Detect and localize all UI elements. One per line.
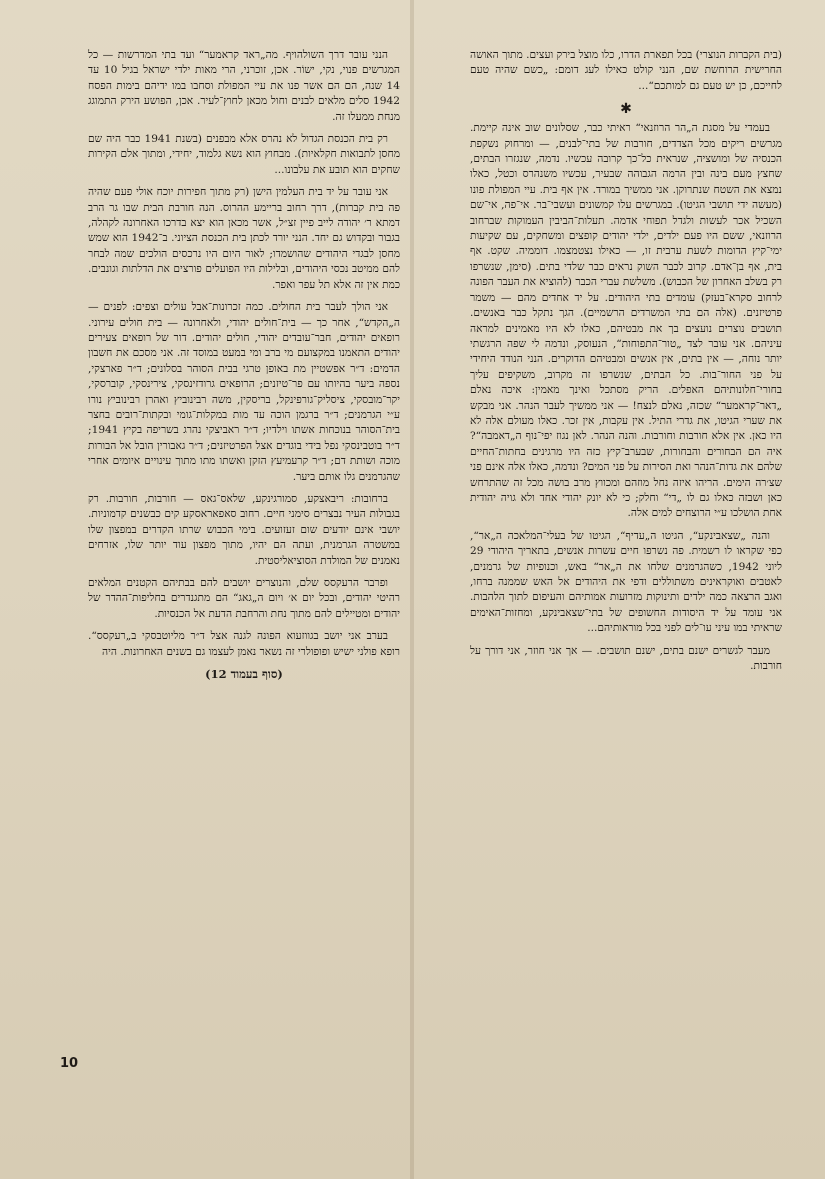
paragraph: והנה „שצאבינקע“, הגיטו ה„עדיף“, הגיטו של בעלי־המלאכה ה„אר“, כפי שקראו לו רשמית. פה נשרפו חיים עשרות אנשים, בתאריך היהודי 29 ליוני 1942, כשהגרמנים שלחו את ה„אר“ באש, וכנופיות של גרמנים, לאטבים ואוקראינים משתוללים ודפי את היהודים אל האש שממנה ברחו, ואגב הרצאה כמה ילדים ותינוקות מזרועות אמותיהם והעיפום לתוך הלהבות. אני עומד על יד היסודות החשופים של בתי־שצאבינקע, ומחזות־האימים שראיתי במו עיני עו־לים לפני בכל מוראותיהם...	[470, 529, 782, 635]
paragraph: בעמדי על מסגת ה„הר הרוזנאי“ ראיתי כבר, שסלונים שוב אינה קיימת. מגרשים ריקים מכל הצדדים, חורבות של בתי־לבנים, — ומרחוק נשקפת הכנסיה של ומושציה, שנראית כל־כך קרובה עכשיו. נדמה, שנגזרו הבתים, שחצץ מעם בינה ובין הרמה הגבוהה שבעיר, עכשיו משנהרס וכטל, כאלו נמצא את השטח שנתרוקן. אני ממשיך במורד. אין אף בית. עיי המפולת פונו (מעשה ידי תושבי הגיטו). במגרשים עלו קמשונים ועשבי־בר. אי־פה, אי־שם השכיל אכר לעשות ולגדל תפוחי אדמה. תעלות־הביבין העמוקות שברחוב הרוזנאי, ששם היו פעם ילדים, ילדי יהודים קופצים ומשחקים, עם שקיעות ימי־קיץ הדומות לשעת ערבית זו, — כאילו נצטמצמו. דוממיה. שקט. אף בית, אף בן־אדם. קרוב לכבר השוק נראים כבר שלדי בתים. (סימן, שנשרפו רק בשלב האחרון של הכבוש). משלשת עברי הכבר (להוציא את העבר הפונה לרחוב סקרא־בעזק) עומדים בתי היהודים. על יד אחדים מהם — משמר פרטיזנים. (אלה הם בתי המשרדים הרשמיים). הגך נתקל כבר באנשים. תושבים נוצרים נועצים בך את מבטיהם, כאלו לא היו מאמינים למראה עיניהם. אני עובר לצד „טור־התפוחות“, הנעוסק, ונדמה לי שפה הרגשתי יותר נוחה, — אין בתים, אין אנשים ומבטיהם הדוקרים. הנני הנודד היחידי על פני החור־בות. כל הבתים, שנשרפו זה מקרוב, משקיפים עליך בחורי־חלונותיהם האפלים. הריק מסתכל ואינך מאמין: איכה נאלם „דאר־קראמער“ שכזה, נאלם לנצח! — אני ממשיך לעבר הנהר. אני מבקש את שערי הגיטו, את גדרי התיל. אין עקבות, אין זכר. כאלו מעולם אלה לא היו כאן. אין אלא חורבות וחורבות. והנה הנהר. לאן נגוז יפי־נוף ה„דאמבה“? איה הם הבחורים והבחורות, שבערב־קיץ כזה היו מרגינים בחתות־החיים שלהם את גדות־הנהר ואת הסירות על פני המים? ונדמה, כאלו אלה אינם פני שצ׳רה הימים. הריהו איזה נחל מוזהם ומכווץ מרב בושה מכל זה שהתרחש כאן ושבזה כאלו גם לו „די“ וחלק; כי לא יונק יהודי אחד ולא גויה יהודית אחת הושלכו ע״י הרוצחים למים אלה.	[470, 122, 782, 520]
paragraph: אני עובר על יד בית העלמין הישן (רק מתוך חפירות יוכח אולי פעם שהיה פה בית קברות), דרך רחוב בריימע ההרוס. הנה חורבת הבית שבו גר הרב דמתא ר׳ יהודה לייב פיין זצ״ל, אשר מכאן הוא יצא בדרכו האחרונה לקהלה, בגבור ובקדוש גם יחד. הנני יורד לכתן בית הכנסת הציוני. ב־1942 הוא שמש מחסן לבגדי היהודים שהושמדו; לאור היום היו נרכסים הולכים שמה לבחר להם ממיטב נכסי היהודים, ובלילות היו הפועלים פורצים את הדלתות וגונבים. כמת אין זה אלא תל עפר ואפר.	[88, 186, 400, 291]
right-column	[470, 48, 782, 1068]
paragraph: ופרבר הרעקסס שלם, והנוצרים יושבים להם בבתיהם הקטנים המלאים רהיטי יהודים, ובכל יום א׳ ויום ה„גאג“ הם מתגנדרים בחליפות־ההדר של יהודים ומטיילים להם מתוך נחת והרחבת הדעת אל הכנסיות.	[88, 577, 400, 620]
paragraph: ברחובות: ריבאצקע, סמורגינקע, שלאס־גאס — חורבות, חורבות. רק בגבולות העיר נבצרים סימני חיים. רחוב סאפאראסקע קים כבשנים קדמוניות. יושבי אינם יודעים שום זעזועים. בימי הכבוש שרתו הקדרים במפצון שלו במשטרה הגרמנית, ועתה הם יהיו, מתוך מפצון עוד יותר שלו, אזרחים נאמנים של המולדת הסוציאליסטית.	[88, 492, 400, 567]
paragraph: (בית הקברות הנוצרי) בכל תפארת הדרו, כלו מוצל בירק ועצים. מתוך האושה החרישית הרוחשת שם, הנני קולט כאילו לעג דומם: „כשם שהיה טעם לחייכם, כן יש טעם גם למותכם“...	[470, 49, 782, 92]
paragraph: הנני עובר דרך השולהויף. מה„ראד קראמער“ ועד בתי המדרשות — כל המגרשים פנוי, נקי, ישוֹר. אכן, זוכרני, הרי מאות ילדי ישראל בגיל 10 עד 14 שנה, הם הם אשר פנו את עיי המפולת וסחבו במו ידיהם בימות הפסח 1942 סלים מלאים לבנים וחול מכאן לחוץ־לעיר. אכן, הפושע הירק התמוגג מנחת ממעלו זה.	[88, 49, 400, 123]
paragraph: בערב אני יושב בגווזעוא הפונה לגנה אצל ד״ר מליוטבסקי ב„רעקסס“. רופא פולני ישיש ופופולרי זה נשאר נאמן לעצמו גם בשנים האחרונות. היה	[88, 630, 400, 658]
paragraph: רק בית הכנסת הגדול לא נהרס אלא מבפנים (בשנת 1941 כבר היה שם מחסן לתבואות חקלאיות). מבחוץ הוא נשא גלמוד, יחידי, ומתוך אלם הקירות שחקים הוא תובע את עלבונו...	[88, 133, 400, 176]
page-number: 10	[60, 1056, 79, 1071]
section-divider-star: ✱	[620, 101, 632, 118]
left-column	[88, 48, 400, 1088]
page-fold	[410, 0, 414, 1179]
continuation-note: (סוף בעמוד 12)	[205, 667, 283, 682]
paragraph: מעבר לגשרים ישנם בתים, ישנם תושבים. — אך אני חוזר, אני דורך על חורבות.	[470, 644, 782, 673]
paragraph: אני הולך לעבר בית החולים. כמה זכרונות־אבל עולים וצפים: לפנים — ה„הקדש“, אחר כך — בית־חולים יהודי, ולאחרונה — בית חולים עירוני. רופאים יהודים, חבר־עובדים יהודי, חולים יהודים. דור של רופאים צעירים יהודים התאמנו במקצועם מי ברב ומי במעט במוסד זה. אני מסכם את חשבון הדמים: ד״ר אפשטיין מת באופן טרגי בבית הסוהר בסלונים; ד״ר פארצקי, נספה ביער בהיותו עם פר־טיזנים; הרופאים גרודזינסקי, צירינסקי, קוברסקי, יקר־מובסקי, ציסליק־גורפינקל, בריסקין, משה רבינוביץ ואהרן רבינוביץ נורו ע״י הגרמנים; ד״ר ברגמן הוכה עד מות במקלות־גומי ובקתות־רובים בחצר בית־הסוהר בנוכחות אשתו וילדיו; ד״ר ראביצקי נהרג בשריפה בקיץ 1941; ד״ר בוטבינסקי נפל בידי בוגדים אצל הפרטיזנים; ד״ר גאבורין הובל אל הבורות מוכה ושותת דם; ד״ר קרעמיעץ הזקן ואשתו מתו מתוך עינויים איומים אחרי שהגרמנים גלו אותם ביער.	[88, 301, 400, 483]
